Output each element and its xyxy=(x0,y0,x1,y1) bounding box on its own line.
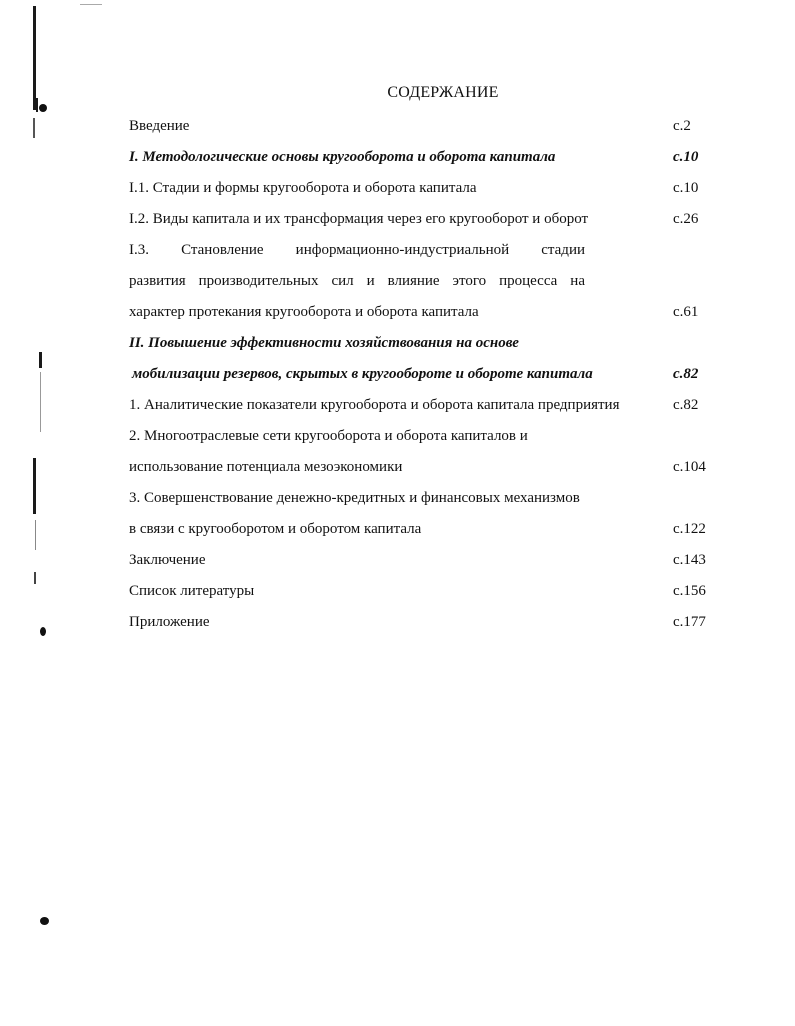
toc-entry-page: с.61 xyxy=(673,304,699,320)
toc-entry-page: с.10 xyxy=(673,149,699,165)
toc-entry-page: с.26 xyxy=(673,211,699,227)
toc-entry xyxy=(129,548,711,572)
toc-entry xyxy=(129,610,711,634)
toc-entry-page: с.2 xyxy=(673,118,691,134)
toc-entry xyxy=(129,114,711,138)
toc-entry-text: в связи с кругооборотом и оборотом капитала xyxy=(129,521,422,537)
toc-entry-text: характер протекания кругооборота и оборота капитала xyxy=(129,304,479,320)
toc-entry-page: с.177 xyxy=(673,614,706,630)
toc-entry-text: Приложение xyxy=(129,614,210,630)
toc-entry-text: 3. Совершенствование денежно-кредитных и финансовых механизмов xyxy=(129,490,580,506)
toc-entry-page: с.143 xyxy=(673,552,706,568)
scan-artifact xyxy=(33,458,36,514)
toc-entry-page: с.82 xyxy=(673,397,699,413)
toc-entry xyxy=(129,455,711,479)
scan-artifact xyxy=(35,520,36,550)
toc-entry xyxy=(129,424,711,448)
toc-entry-text: использование потенциала мезоэкономики xyxy=(129,459,403,475)
toc-entry-text: Заключение xyxy=(129,552,206,568)
toc-entry xyxy=(129,300,711,324)
toc-entry-text: 2. Многоотраслевые сети кругооборота и оборота капиталов и xyxy=(129,428,528,444)
toc-entry xyxy=(129,269,711,293)
toc-section-heading xyxy=(129,331,711,355)
scan-artifact xyxy=(39,104,47,112)
toc-entry-page: с.122 xyxy=(673,521,706,537)
toc-entry-text: II. Повышение эффективности хозяйствования на основе xyxy=(129,335,519,351)
scan-artifact xyxy=(80,4,102,5)
toc-entry-text: Список литературы xyxy=(129,583,255,599)
toc-entry-text: I.2. Виды капитала и их трансформация через его кругооборот и оборот xyxy=(129,211,589,227)
toc-entry xyxy=(129,207,711,231)
toc-entry xyxy=(129,393,711,417)
scan-artifact xyxy=(40,917,49,925)
toc-entry-text: развития производительных сил и влияние этого процесса на xyxy=(129,273,585,289)
toc-section-heading xyxy=(129,362,711,386)
toc-entry xyxy=(129,517,711,541)
scan-artifact xyxy=(34,572,36,584)
toc-entry-page: с.156 xyxy=(673,583,706,599)
toc-entry-page: с.82 xyxy=(673,366,699,382)
toc-entry-text: I.3. Становление информационно-индустриальной стадии xyxy=(129,242,585,258)
toc-entry-text: I. Методологические основы кругооборота и оборота капитала xyxy=(129,149,556,165)
toc-entry xyxy=(129,486,711,510)
scan-artifact xyxy=(40,627,46,636)
toc-section-heading xyxy=(129,145,711,169)
toc-entry-page: с.104 xyxy=(673,459,706,475)
page-title: СОДЕРЖАНИЕ xyxy=(387,84,499,101)
scan-artifact xyxy=(33,118,35,138)
scan-artifact xyxy=(39,352,42,368)
toc-entry-text: 1. Аналитические показатели кругооборота и оборота капитала предприятия xyxy=(129,397,620,413)
scan-artifact xyxy=(40,372,41,432)
toc-entry xyxy=(129,176,711,200)
toc-entry-page: с.10 xyxy=(673,180,699,196)
toc-entry-text: мобилизации резервов, скрытых в кругообороте и обороте капитала xyxy=(132,366,593,382)
toc-entry xyxy=(129,238,711,262)
toc-entry-text: Введение xyxy=(129,118,190,134)
toc-entry-text: I.1. Стадии и формы кругооборота и оборота капитала xyxy=(129,180,477,196)
toc-entry xyxy=(129,579,711,603)
